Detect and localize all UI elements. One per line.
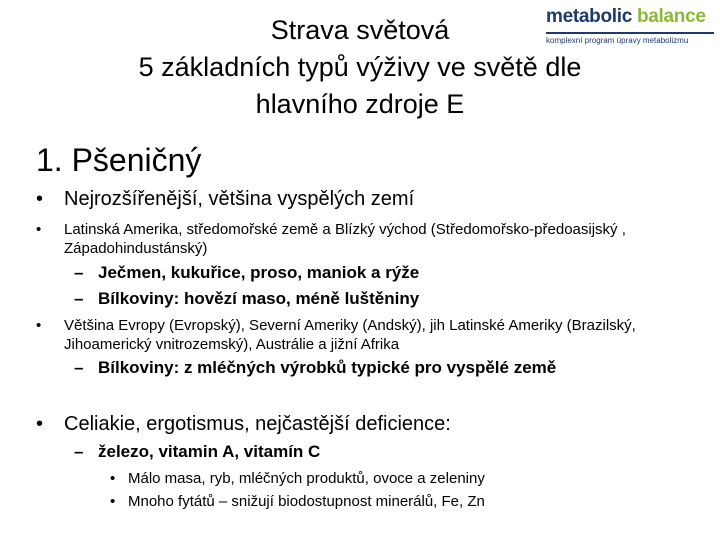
bullet-4: [36, 411, 696, 437]
bullet-3-sub-1: [74, 357, 694, 379]
bullet-2-sub-2-text: Bílkoviny: hovězí maso, méně luštěniny: [98, 289, 420, 308]
bullet-dot: •: [36, 413, 44, 435]
bullet-1-text: Nejrozšířenější, většina vyspělých zemí: [64, 188, 415, 210]
bullet-dot: •: [36, 188, 44, 210]
bullet-3: [36, 316, 700, 354]
bullet-dot: •: [110, 470, 116, 487]
bullet-dot: •: [36, 317, 42, 334]
title-line-2: 5 základních typů výživy ve světě dle: [138, 52, 582, 82]
bullet-4-sub-1: [74, 441, 694, 463]
bullet-3-text: Většina Evropy (Evropský), Severní Ameriky (Andský), jih Latinské Ameriky (Brazilský, Jihoamerický vnitrozemský), Austrálie a jižní Afrika: [64, 317, 636, 353]
logo-word-metabolic: metabolic: [546, 6, 632, 27]
bullet-dot: •: [110, 493, 116, 510]
logo-word-balance: balance: [636, 6, 706, 27]
bullet-2-text: Latinská Amerika, středomořské země a Blízký východ (Středomořsko-předoasijský , Západohindustánský): [64, 221, 626, 257]
metabolic-balance-logo: [540, 6, 718, 54]
section-heading: 1. Pšeničný: [36, 142, 202, 178]
bullet-4-sub-1-item-1-text: Málo masa, ryb, mléčných produktů, ovoce a zeleniny: [128, 470, 485, 487]
bullet-2-sub-1: [74, 262, 694, 284]
bullet-dash: –: [74, 442, 84, 461]
bullet-dash: –: [74, 263, 84, 282]
bullet-dash: –: [74, 358, 84, 377]
bullet-dot: •: [36, 221, 42, 238]
logo-tagline: komplexní program úpravy metabolizmu: [546, 36, 689, 45]
bullet-4-sub-1-item-1: [110, 469, 690, 489]
bullet-4-sub-1-text: železo, vitamin A, vitamín C: [98, 442, 321, 461]
bullet-4-text: Celiakie, ergotismus, nejčastější deficience:: [64, 413, 451, 435]
bullet-dash: –: [74, 289, 84, 308]
title-line-1: Strava světová: [270, 15, 450, 45]
bullet-2-sub-2: [74, 288, 694, 310]
bullet-4-sub-1-item-2: [110, 492, 690, 512]
logo-wordmark: [546, 6, 706, 28]
bullet-2: [36, 220, 696, 258]
bullet-4-sub-1-item-2-text: Mnoho fytátů – snižují biodostupnost minerálů, Fe, Zn: [128, 493, 485, 510]
bullet-3-sub-1-text: Bílkoviny: z mléčných výrobků typické pro vyspělé země: [98, 358, 557, 377]
title-line-3: hlavního zdroje E: [255, 89, 465, 119]
bullet-1: [36, 186, 696, 212]
logo-underline: [546, 32, 714, 34]
bullet-2-sub-1-text: Ječmen, kukuřice, proso, maniok a rýže: [98, 263, 420, 282]
